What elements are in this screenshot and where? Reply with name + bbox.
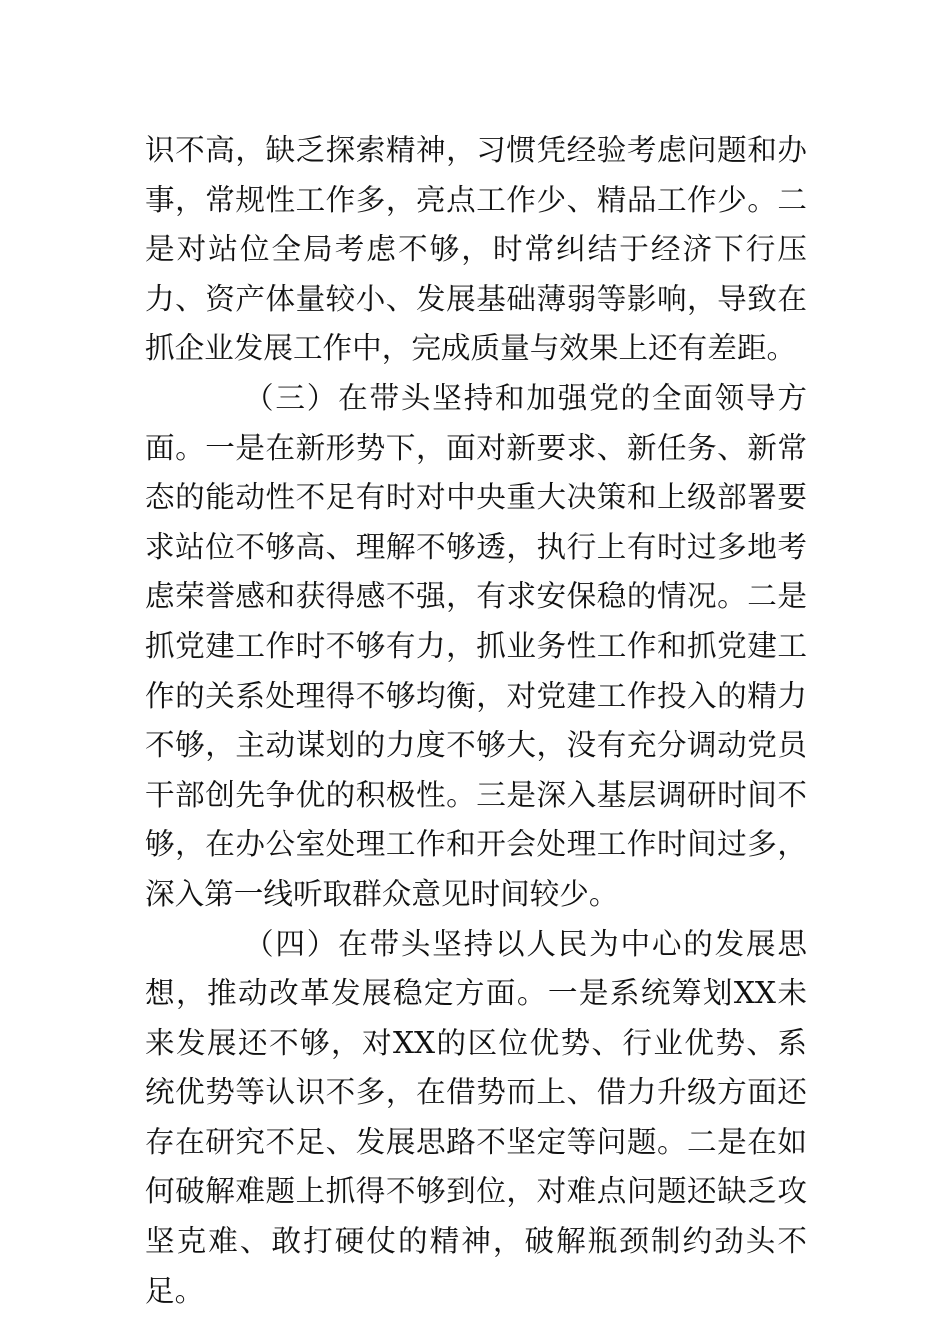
paragraph-section-3: （三）在带头坚持和加强党的全面领导方面。一是在新形势下，面对新要求、新任务、新常态的能动性不足有时对中央重大决策和上级部署要求站位不够高、理解不够透，执行上有时过多地考虑荣誉感和获得感不强，有求安保稳的情况。二是抓党建工作时不够有力，抓业务性工作和抓党建工作的关系处理得不够均衡，对党建工作投入的精力不够，主动谋划的力度不够大，没有充分调动党员干部创先争优的积极性。三是深入基层调研时间不够，在办公室处理工作和开会处理工作时间过多，深入第一线听取群众意见时间较少。 [145,380,807,911]
paragraph-section-4: （四）在带头坚持以人民为中心的发展思想，推动改革发展稳定方面。一是系统筹划XX未来发展还不够，对XX的区位优势、行业优势、系统优势等认识不多，在借势而上、借力升级方面还存在研究不足、发展思路不坚定等问题。二是在如何破解难题上抓得不够到位，对难点问题还缺乏攻坚克难、敢打硬仗的精神，破解瓶颈制约劲头不足。 [145,926,807,1308]
paragraph-continuation: 识不高，缺乏探索精神，习惯凭经验考虑问题和办事，常规性工作多，亮点工作少、精品工作少。二是对站位全局考虑不够，时常纠结于经济下行压力、资产体量较小、发展基础薄弱等影响，导致在抓企业发展工作中，完成质量与效果上还有差距。 [145,133,807,366]
document-body [145,126,807,1316]
